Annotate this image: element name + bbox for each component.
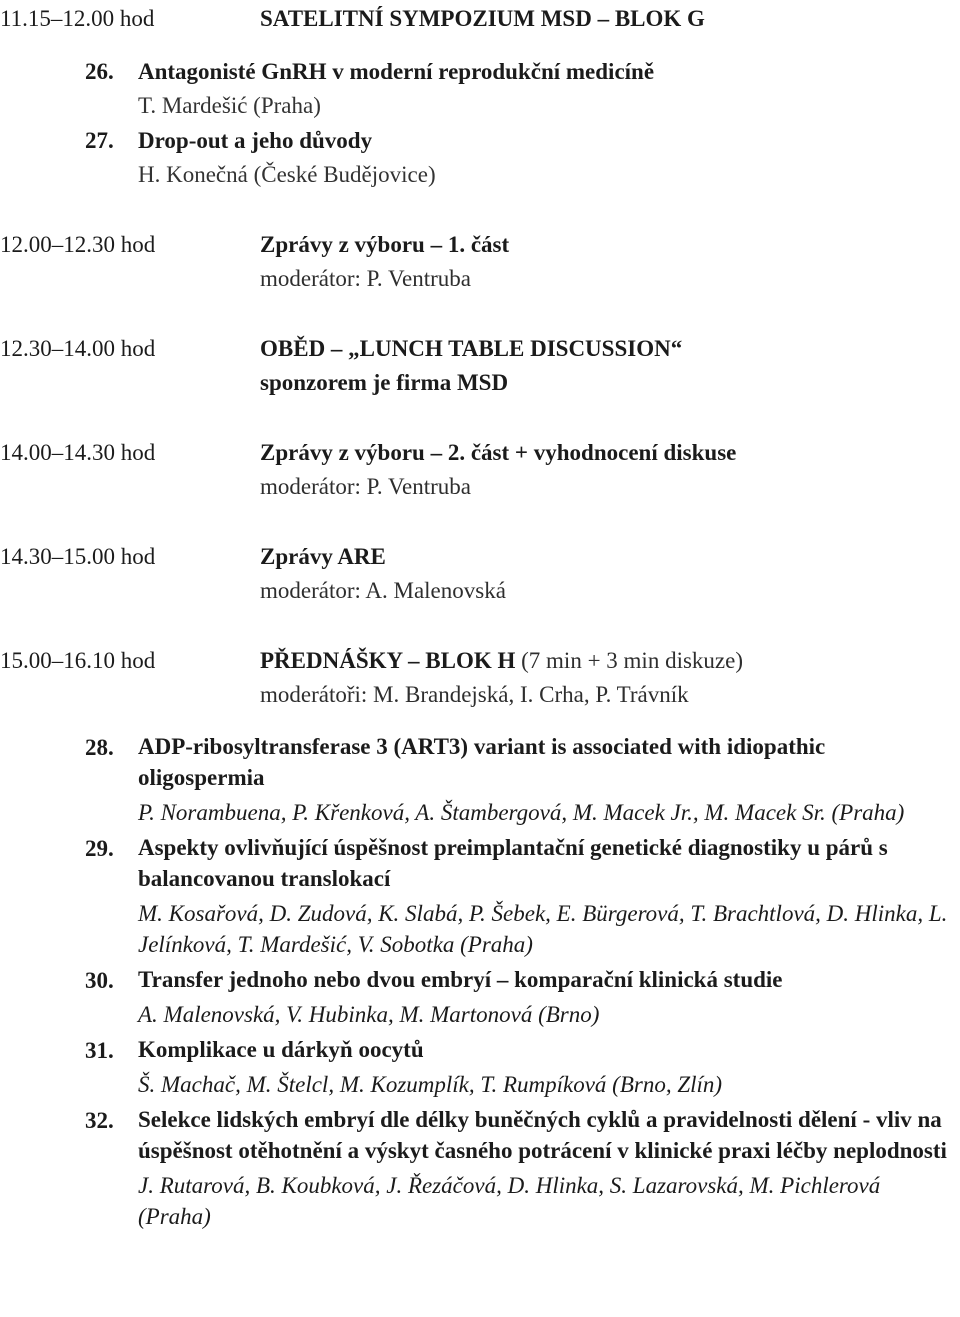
talk-title: Selekce lidských embryí dle délky buněčných cyklů a pravidelnosti dělení - vliv na úspěšnost otěhotnění a výskyt časného potrácení v klinické praxi léčby neplodnosti <box>138 1106 947 1163</box>
slot-moderator: moderátor: P. Ventruba <box>260 266 472 291</box>
slot-sponsor: sponzorem je firma MSD <box>260 370 509 395</box>
talk-title: Antagonisté GnRH v moderní reprodukční medicíně <box>138 58 655 84</box>
program-slot <box>0 540 960 609</box>
slot-moderator: moderátor: A. Malenovská <box>260 578 506 603</box>
talk-item <box>0 832 960 960</box>
talk-item <box>0 1034 960 1100</box>
slot-title: Zprávy z výboru – 1. část <box>260 231 510 257</box>
talk-item <box>0 731 960 828</box>
talk-item <box>0 964 960 1030</box>
talk-title: Komplikace u dárkyň oocytů <box>138 1036 424 1062</box>
program-slot <box>0 228 960 297</box>
slot-title: PŘEDNÁŠKY – BLOK H <box>260 647 516 673</box>
slot-title: Zprávy z výboru – 2. část + vyhodnocení diskuse <box>260 439 737 465</box>
slot-title: SATELITNÍ SYMPOZIUM MSD – BLOK G <box>260 6 705 31</box>
talk-number: 31. <box>85 1037 114 1063</box>
talk-title: Aspekty ovlivňující úspěšnost preimplantační genetické diagnostiky u párů s balancovanou translokací <box>138 834 888 891</box>
slot-moderator: moderátoři: M. Brandejská, I. Crha, P. Trávník <box>260 682 689 707</box>
talk-list <box>0 731 960 1232</box>
talk-authors: H. Konečná (České Budějovice) <box>138 162 436 187</box>
slot-title: OBĚD – „LUNCH TABLE DISCUSSION“ <box>260 335 683 361</box>
talk-authors: J. Rutarová, B. Koubková, J. Řezáčová, D. Hlinka, S. Lazarovská, M. Pichlerová (Praha) <box>138 1172 881 1229</box>
talk-number: 27. <box>85 127 114 153</box>
talk-authors: T. Mardešić (Praha) <box>138 93 321 118</box>
talk-list <box>0 55 960 193</box>
slot-time: 15.00–16.10 hod <box>0 647 156 673</box>
program-slot <box>0 644 960 713</box>
talk-title: ADP-ribosyltransferase 3 (ART3) variant is associated with idiopathic oligospermia <box>138 733 826 790</box>
slot-time: 11.15–12.00 hod <box>0 6 155 31</box>
talk-number: 26. <box>85 58 114 84</box>
program-slot <box>0 436 960 505</box>
program-slot <box>0 2 960 37</box>
talk-number: 28. <box>85 734 114 760</box>
talk-number: 30. <box>85 967 114 993</box>
program-slot <box>0 332 960 401</box>
slot-title-note: (7 min + 3 min diskuze) <box>515 647 743 673</box>
talk-number: 29. <box>85 835 114 861</box>
talk-authors: Š. Machač, M. Štelcl, M. Kozumplík, T. Rumpíková (Brno, Zlín) <box>138 1071 723 1097</box>
talk-item <box>0 124 960 193</box>
slot-title: Zprávy ARE <box>260 543 386 569</box>
slot-time: 12.00–12.30 hod <box>0 231 156 257</box>
slot-time: 14.30–15.00 hod <box>0 543 156 569</box>
talk-authors: M. Kosařová, D. Zudová, K. Slabá, P. Šebek, E. Bürgerová, T. Brachtlová, D. Hlinka, L. Jelínková, T. Mardešić, V. Sobotka (Praha) <box>138 900 948 957</box>
talk-title: Drop-out a jeho důvody <box>138 127 373 153</box>
talk-authors: A. Malenovská, V. Hubinka, M. Martonová (Brno) <box>138 1001 600 1027</box>
slot-moderator: moderátor: P. Ventruba <box>260 474 472 499</box>
talk-item <box>0 55 960 124</box>
talk-number: 32. <box>85 1107 114 1133</box>
talk-authors: P. Norambuena, P. Křenková, A. Štambergová, M. Macek Jr., M. Macek Sr. (Praha) <box>138 799 905 825</box>
talk-title: Transfer jednoho nebo dvou embryí – komparační klinická studie <box>138 966 783 992</box>
talk-item <box>0 1104 960 1232</box>
slot-time: 14.00–14.30 hod <box>0 439 156 465</box>
slot-time: 12.30–14.00 hod <box>0 335 156 361</box>
